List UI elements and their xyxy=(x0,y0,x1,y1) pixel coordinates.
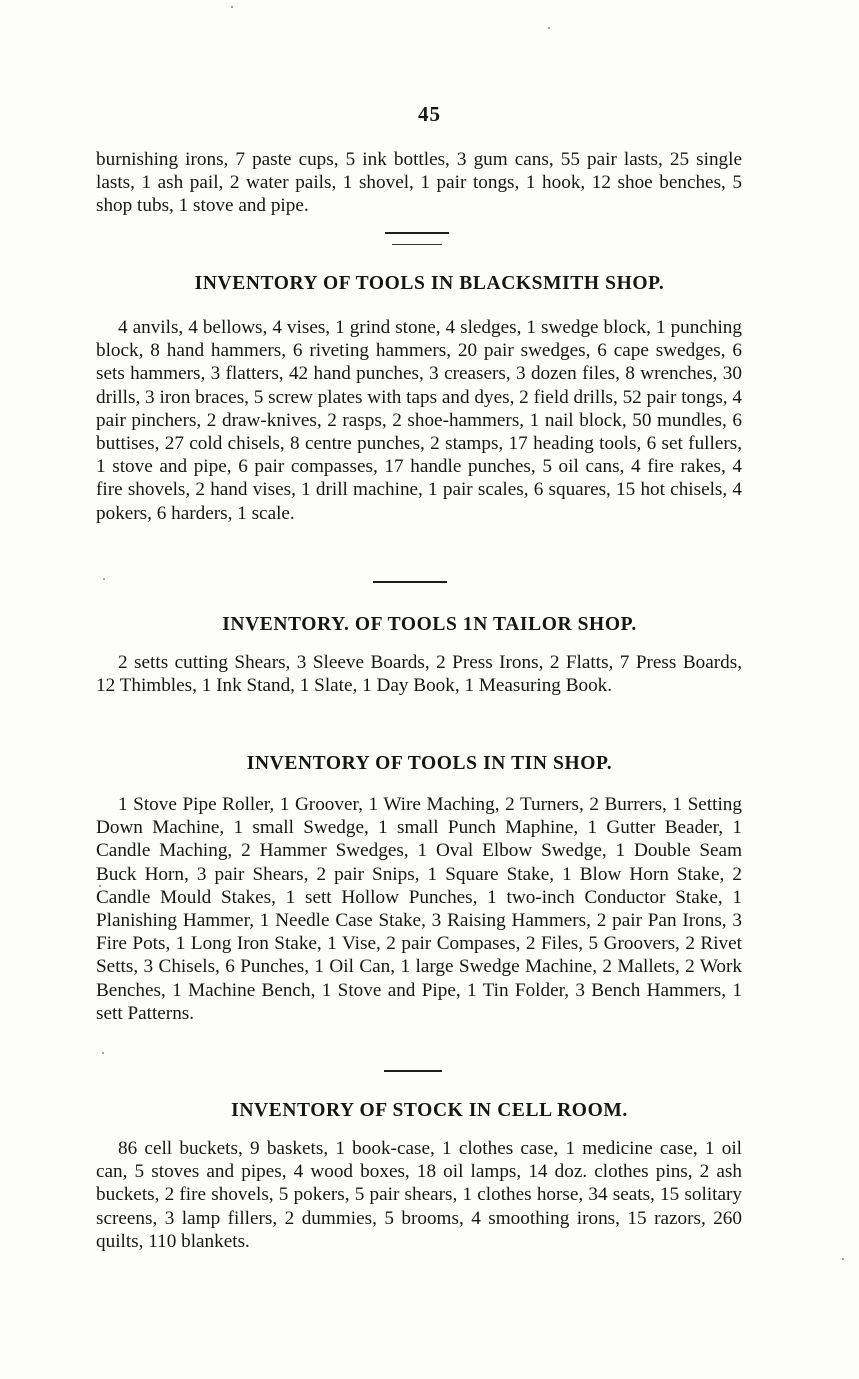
section-heading-tailor: INVENTORY. OF TOOLS 1N TAILOR SHOP. xyxy=(222,614,637,635)
section-body-cell-room: 86 cell buckets, 9 baskets, 1 book-case, 1 clothes case, 1 medicine case, 1 oil can, 5 stoves and pipes, 4 wood boxes, 18 oil lamps, 14 doz. clothes pins, 2 ash buckets, 2 fire shovels, 5 pokers, 5 pair shears, 1 clothes horse, 34 seats, 15 solitary screens, 3 lamp fillers, 2 dummies, 5 brooms, 4 smoothing irons, 15 razors, 260 quilts, 110 blankets. xyxy=(96,1138,742,1252)
section-body-tailor: 2 setts cutting Shears, 3 Sleeve Boards, 2 Press Irons, 2 Flatts, 7 Press Boards, 12 Thimbles, 1 Ink Stand, 1 Slate, 1 Day Book, 1 Measuring Book. xyxy=(96,652,742,697)
page-number: 45 xyxy=(418,102,441,126)
section-body-tin: 1 Stove Pipe Roller, 1 Groover, 1 Wire Maching, 2 Turners, 2 Burrers, 1 Setting Down Machine, 1 small Swedge, 1 small Punch Maphine, 1 Gutter Beader, 1 Candle Maching, 2 Hammer Swedges, 1 Oval Elbow Swedge, 1 Double Seam Buck Horn, 3 pair Shears, 2 pair Snips, 1 Square Stake, 1 Blow Horn Stake, 2 Candle Mould Stakes, 1 sett Hollow Punches, 1 two-inch Conductor Stake, 1 Planishing Hammer, 1 Needle Case Stake, 3 Raising Hammers, 2 pair Pan Irons, 3 Fire Pots, 1 Long Iron Stake, 1 Vise, 2 pair Compases, 2 Files, 5 Groovers, 2 Rivet Setts, 3 Chisels, 6 Punches, 1 Oil Can, 1 large Swedge Machine, 2 Mallets, 2 Work Benches, 1 Machine Bench, 1 Stove and Pipe, 1 Tin Folder, 3 Bench Hammers, 1 sett Patterns. xyxy=(96,794,742,1024)
paper-speck xyxy=(231,6,233,8)
paper-speck xyxy=(99,885,101,887)
separator-rule xyxy=(373,581,447,583)
paper-speck xyxy=(103,578,105,580)
intro-paragraph: burnishing irons, 7 paste cups, 5 ink bottles, 3 gum cans, 55 pair lasts, 25 single lasts, 1 ash pail, 2 water pails, 1 shovel, 1 pair tongs, 1 hook, 12 shoe benches, 5 shop tubs, 1 stove and pipe. xyxy=(96,149,742,217)
section-heading-tin: INVENTORY OF TOOLS IN TIN SHOP. xyxy=(246,753,613,774)
separator-rule xyxy=(384,1070,442,1072)
section-heading-blacksmith: INVENTORY OF TOOLS IN BLACKSMITH SHOP. xyxy=(194,273,665,294)
section-body-blacksmith: 4 anvils, 4 bellows, 4 vises, 1 grind stone, 4 sledges, 1 swedge block, 1 punching block, 8 hand hammers, 6 riveting hammers, 20 pair swedges, 6 cape swedges, 6 sets hammers, 3 flatters, 42 hand punches, 3 creasers, 3 dozen files, 8 wrenches, 30 drills, 3 iron braces, 5 screw plates with taps and dyes, 2 field drills, 52 pair tongs, 4 pair pinchers, 2 draw-knives, 2 rasps, 2 shoe-hammers, 1 nail block, 50 mundles, 6 buttises, 27 cold chisels, 8 centre punches, 2 stamps, 17 heading tools, 6 set fullers, 1 stove and pipe, 6 pair compasses, 17 handle punches, 5 oil cans, 4 fire rakes, 4 fire shovels, 2 hand vises, 1 drill machine, 1 pair scales, 6 squares, 15 hot chisels, 4 pokers, 6 harders, 1 scale. xyxy=(96,317,742,524)
separator-rule xyxy=(392,244,442,245)
section-heading-cell-room: INVENTORY OF STOCK IN CELL ROOM. xyxy=(231,1100,628,1121)
separator-rule xyxy=(385,232,449,234)
paper-speck xyxy=(842,1258,844,1260)
paper-speck xyxy=(102,1052,104,1054)
paper-speck xyxy=(548,27,550,29)
